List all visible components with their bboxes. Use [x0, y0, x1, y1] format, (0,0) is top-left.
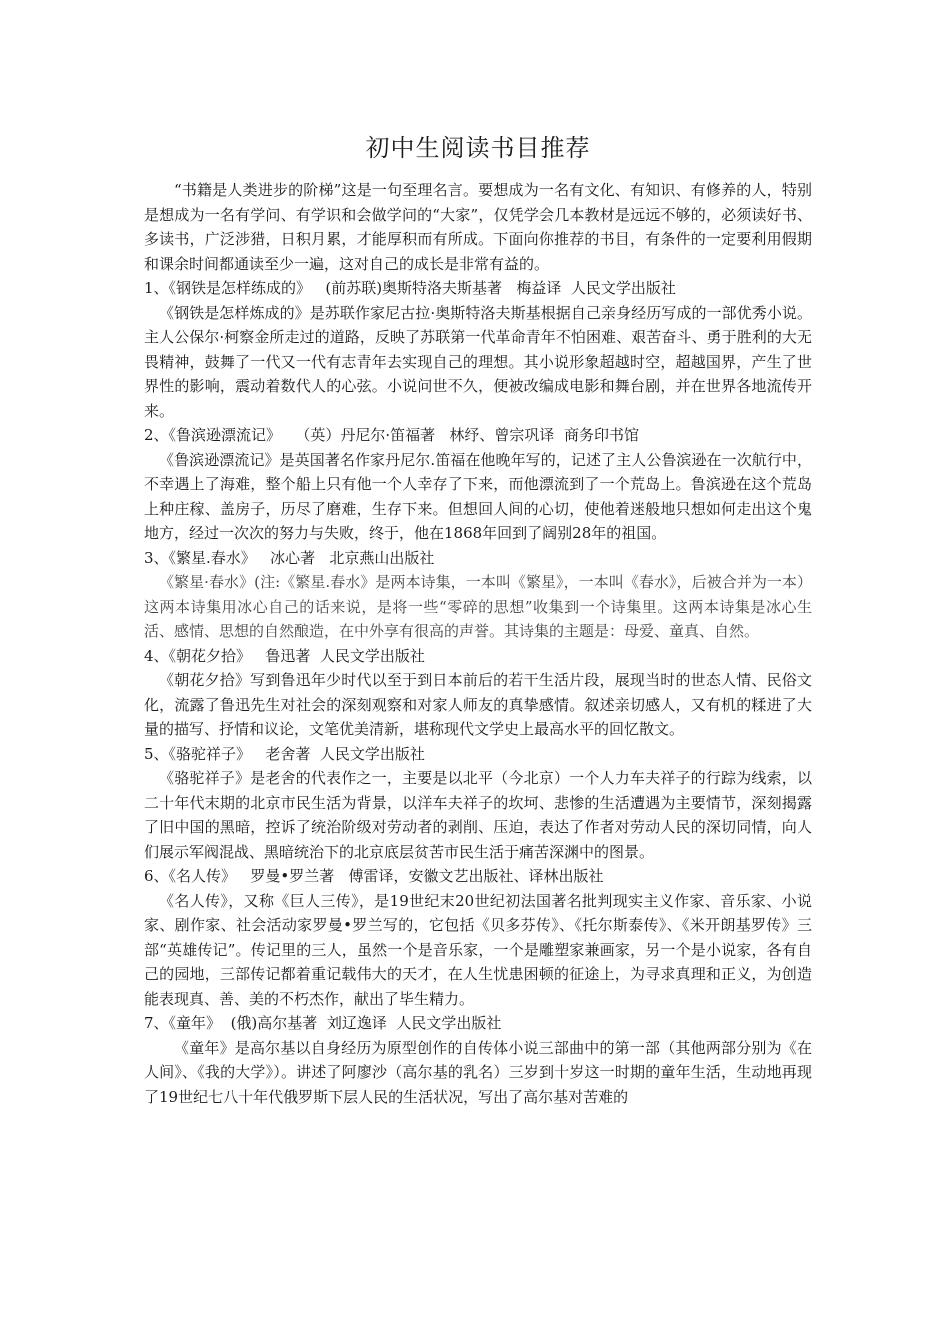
book-heading: 1、《钢铁是怎样练成的》 (前苏联)奥斯特洛夫斯基著 梅益译 人民文学出版社 [144, 279, 676, 297]
intro-paragraph: “书籍是人类进步的阶梯”这是一句至理名言。要想成为一名有文化、有知识、有修养的人，特别是想成为一名有学问、有学识和会做学问的“大家”，仅凭学会几本教材是远远不够的，必须读好书、多读书，广泛涉猎，日积月累，才能厚积而有所成。下面向你推荐的书目，有条件的一定要利用假期和课余时间都通读至少一遍，这对自己的成长是非常有益的。 [144, 181, 812, 273]
book-summary: 《骆驼祥子》是老舍的代表作之一，主要是以北平（今北京）一个人力车夫祥子的行踪为线索，以二十年代末期的北京市民生活为背景，以洋车夫祥子的坎坷、悲惨的生活遭遇为主要情节，深刻揭露了旧中国的黑暗，控诉了统治阶级对劳动者的剥削、压迫，表达了作者对劳动人民的深切同情，向人们展示军阀混战、黑暗统治下的北京底层贫苦市民生活于痛苦深渊中的图景。 [144, 769, 812, 861]
book-entry-3 [144, 546, 812, 644]
book-summary: 《朝花夕拾》写到鲁迅年少时代以至于到日本前后的若干生活片段，展现当时的世态人情、民俗文化，流露了鲁迅先生对社会的深刻观察和对家人师友的真挚感情。叙述亲切感人，又有机的糅进了大量的描写、抒情和议论，文笔优美清新，堪称现代文学史上最高水平的回忆散文。 [144, 671, 812, 738]
document-page [144, 128, 812, 1109]
book-entry-6 [144, 864, 812, 1011]
book-entry-1 [144, 276, 812, 423]
book-summary: 《鲁滨逊漂流记》是英国著名作家丹尼尔.笛福在他晚年写的，记述了主人公鲁滨逊在一次航行中，不幸遇上了海难，整个船上只有他一个人幸存了下来，而他漂流到了一个荒岛上。鲁滨逊在这个荒岛上种庄稼、盖房子，历尽了磨难，生存下来。但想回人间的心切，使他着迷般地只想如何走出这个鬼地方，经过一次次的努力与失败，终于，他在1868年回到了阔别28年的祖国。 [144, 450, 812, 542]
book-summary: 《童年》是高尔基以自身经历为原型创作的自传体小说三部曲中的第一部（其他两部分别为《在人间》、《我的大学》）。讲述了阿廖沙（高尔基的乳名）三岁到十岁这一时期的童年生活，生动地再现了19世纪七八十年代俄罗斯下层人民的生活状况，写出了高尔基对苦难的 [144, 1038, 812, 1106]
book-heading: 5、《骆驼祥子》 老舍著 人民文学出版社 [144, 744, 425, 763]
document-title: 初中生阅读书目推荐 [365, 134, 591, 162]
book-summary: 《繁星·春水》(注:《繁星.春水》是两本诗集，一本叫《繁星》，一本叫《春水》，后被合并为一本）这两本诗集用冰心自己的话来说，是将一些“零碎的思想”收集到一个诗集里。这两本诗集是冰心生活、感情、思想的自然酿造，在中外享有很高的声誉。其诗集的主题是：母爱、童真、自然。 [144, 573, 812, 640]
book-heading: 6、《名人传》 罗曼•罗兰著 傅雷译，安徽文艺出版社、译林出版社 [144, 867, 604, 885]
book-heading: 4、《朝花夕拾》 鲁迅著 人民文学出版社 [144, 646, 425, 665]
book-summary: 《钢铁是怎样炼成的》是苏联作家尼古拉·奥斯特洛夫斯基根据自己亲身经历写成的一部优秀小说。主人公保尔·柯察金所走过的道路，反映了苏联第一代革命青年不怕困难、艰苦奋斗、勇于胜利的大无畏精神，鼓舞了一代又一代有志青年去实现自己的理想。其小说形象超越时空，超越国界，产生了世界性的影响，震动着数代人的心弦。小说问世不久，便被改编成电影和舞台剧，并在世界各地流传开来。 [144, 303, 812, 420]
book-heading: 7、《童年》 (俄)高尔基著 刘辽逸译 人民文学出版社 [144, 1014, 502, 1032]
book-entry-5 [144, 742, 812, 865]
book-entry-4 [144, 644, 812, 742]
book-summary: 《名人传》，又称《巨人三传》，是19世纪末20世纪初法国著名批判现实主义作家、音乐家、小说家、剧作家、社会活动家罗曼•罗兰写的，它包括《贝多芬传》、《托尔斯泰传》、《米开朗基罗传》三部“英雄传记”。传记里的三人，虽然一个是音乐家，一个是雕塑家兼画家，另一个是小说家，各有自己的园地，三部传记都着重记载伟大的天才，在人生忧患困顿的征途上，为寻求真理和正义，为创造能表现真、善、美的不朽杰作，献出了毕生精力。 [144, 891, 812, 1008]
book-heading: 2、《鲁滨逊漂流记》 （英）丹尼尔·笛福著 林纾、曾宗巩译 商务印书馆 [144, 426, 639, 444]
book-heading: 3、《繁星.春水》 冰心著 北京燕山出版社 [144, 548, 435, 567]
book-entry-2 [144, 423, 812, 546]
book-entry-7 [144, 1011, 812, 1109]
